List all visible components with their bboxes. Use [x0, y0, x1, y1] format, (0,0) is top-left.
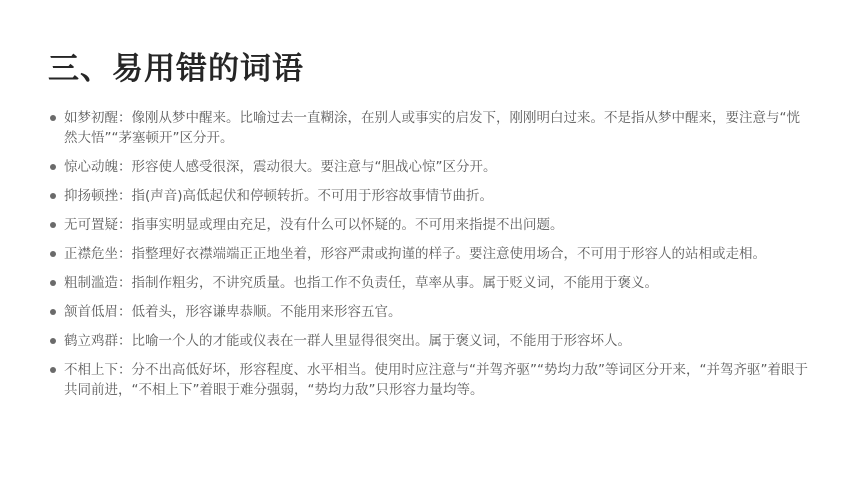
bullet-icon [50, 164, 56, 170]
item-text: 惊心动魄：形容使人感受很深，震动很大。要注意与“胆战心惊”区分开。 [64, 159, 497, 175]
bullet-icon [50, 338, 56, 344]
list-item [48, 186, 808, 206]
list-item [48, 273, 808, 293]
bullet-icon [50, 115, 56, 121]
bullet-icon [50, 222, 56, 228]
list-item [48, 215, 808, 235]
list-item [48, 157, 808, 177]
list-item [48, 331, 808, 351]
bullet-icon [50, 193, 56, 199]
list-item [48, 360, 808, 400]
bullet-icon [50, 251, 56, 257]
page-title: 三、易用错的词语 [48, 51, 304, 87]
word-list [48, 108, 808, 409]
item-text: 抑扬顿挫：指(声音)高低起伏和停顿转折。不可用于形容故事情节曲折。 [64, 188, 494, 204]
item-text: 正襟危坐：指整理好衣襟端端正正地坐着，形容严肃或拘谨的样子。要注意使用场合，不可用于形容人的站相或走相。 [64, 246, 766, 262]
list-item [48, 108, 808, 148]
item-text: 颔首低眉：低着头，形容谦卑恭顺。不能用来形容五官。 [64, 304, 402, 320]
bullet-icon [50, 309, 56, 315]
item-text: 粗制滥造：指制作粗劣，不讲究质量。也指工作不负责任，草率从事。属于贬义词，不能用于褒义。 [64, 275, 658, 291]
list-item [48, 302, 808, 322]
bullet-icon [50, 367, 56, 373]
bullet-icon [50, 280, 56, 286]
item-text: 无可置疑：指事实明显或理由充足，没有什么可以怀疑的。不可用来指提不出问题。 [64, 217, 564, 233]
item-text: 鹤立鸡群：比喻一个人的才能或仪表在一群人里显得很突出。属于褒义词，不能用于形容坏人。 [64, 333, 631, 349]
list-item [48, 244, 808, 264]
item-text: 如梦初醒：像刚从梦中醒来。比喻过去一直糊涂，在别人或事实的启发下，刚刚明白过来。不是指从梦中醒来，要注意与“恍然大悟”“茅塞顿开”区分开。 [64, 110, 800, 146]
item-text: 不相上下：分不出高低好坏，形容程度、水平相当。使用时应注意与“并驾齐驱”“势均力敌”等词区分开来，“并驾齐驱”着眼于共同前进，“不相上下”着眼于难分强弱，“势均力敌”只形容力量均等。 [64, 362, 808, 398]
